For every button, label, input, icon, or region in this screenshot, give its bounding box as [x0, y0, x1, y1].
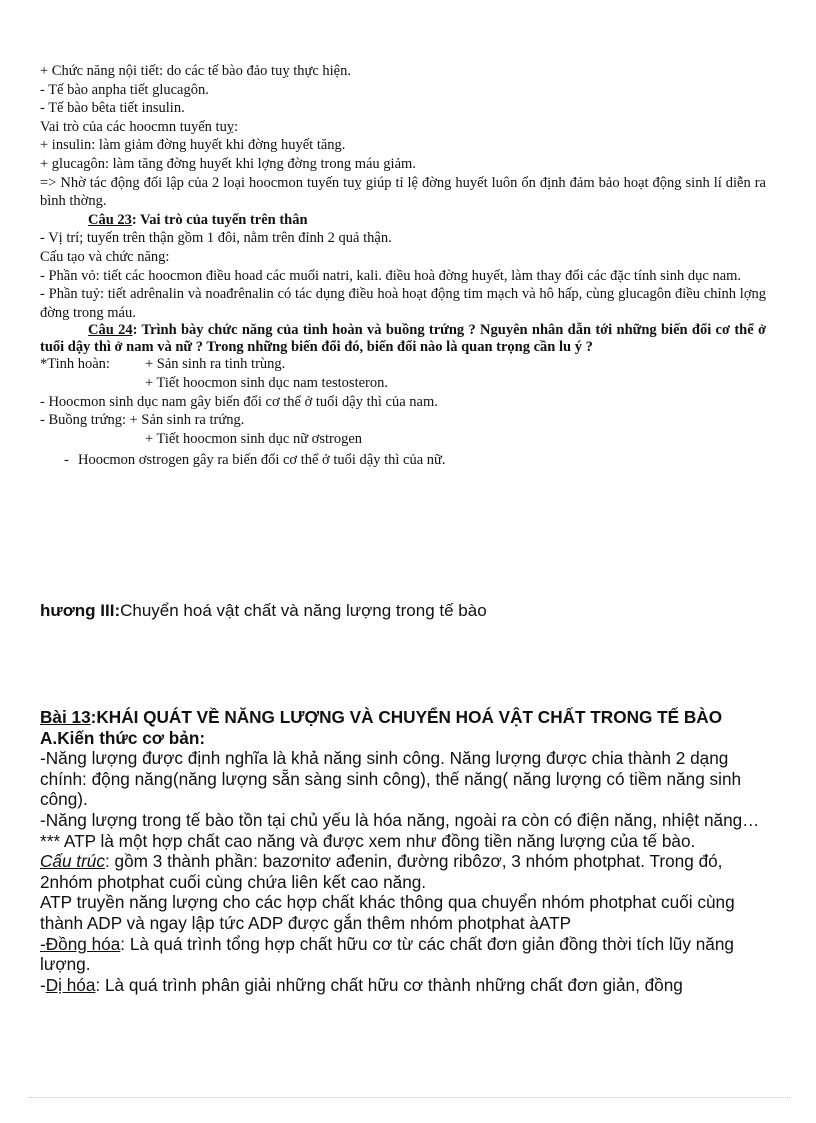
paragraph: -Năng lượng trong tế bào tồn tại chủ yếu là hóa năng, ngoài ra còn có điện năng, nhiệt năng…: [40, 809, 760, 830]
paragraph: -Năng lượng được định nghĩa là khả năng sinh công. Năng lượng được chia thành 2 dạng chính: động năng(năng lượng sẵn sàng sinh công), thế năng( năng lượng có tiềm năng sinh công).: [40, 748, 742, 810]
text-line: - Tế bào anpha tiết glucagôn.: [40, 81, 209, 98]
question-label: Câu 23: [88, 211, 132, 228]
text: Hoocmon ơstrogen gây ra biến đổi cơ thể ở tuổi dậy thì của nữ.: [78, 452, 446, 469]
text-line: + Chức năng nội tiết: do các tế bào đảo tuỵ thực hiện.: [40, 63, 351, 79]
text-line: + Tiết hoocmon sinh dục nữ ơstrogen: [145, 430, 363, 447]
subsection-heading: A.Kiến thức cơ bản:: [40, 727, 206, 748]
paragraph: - Phần tuỷ: tiết adrênalin và noađrênalin có tác dụng điều hoà hoạt động tim mạch và hô hấp, cùng glucagôn điều chỉnh lợng đờng trong máu.: [40, 286, 766, 321]
term-label: -Đồng hóa: [40, 933, 121, 954]
paragraph: [40, 975, 766, 996]
term-label: Cấu trúc: [40, 851, 105, 872]
label: *Tinh hoàn:: [40, 356, 110, 373]
question-23-heading: [40, 211, 766, 230]
paragraph: => Nhờ tác động đối lập của 2 loại hoocmon tuyến tuỵ giúp tỉ lệ đờng huyết luôn ổn định đảm bảo hoạt động sinh lí diễn ra bình thờng.: [40, 174, 766, 210]
paragraph: *** ATP là một hợp chất cao năng và được xem như đồng tiền năng lượng của tế bào.: [40, 830, 696, 851]
lesson-13-section: [40, 707, 766, 995]
text-line: - Buồng trứng: + Sản sinh ra trứng.: [40, 412, 245, 429]
text-line: [40, 355, 766, 374]
endocrine-section: [40, 62, 766, 470]
chapter-heading: [40, 601, 487, 621]
question-label: Câu 24: [88, 322, 133, 339]
lesson-title: [40, 707, 766, 728]
paragraph: - Phần vỏ: tiết các hoocmon điều hoad các muối natri, kali. điều hoà đờng huyết, làm thay đổi các đặc tính sinh dục nam.: [40, 267, 742, 284]
bullet-line: [40, 451, 766, 470]
text-line: - Hoocmon sinh dục nam gây biến đổi cơ thể ở tuổi dậy thì của nam.: [40, 393, 438, 410]
question-text: : Trình bày chức năng của tinh hoàn và buồng trứng ? Nguyên nhân dẫn tới những biến đổi cơ thể ở tuổi dậy thì ở nam và nữ ? Trong những biến đổi đó, biến đổi nào là quan trọng cần lu ý ?: [40, 322, 766, 355]
text: : gồm 3 thành phần: bazơnitơ ađenin, đường ribôzơ, 3 nhóm photphat. Trong đó, 2nhóm photphat cuối cùng chứa liên kết cao năng.: [40, 851, 723, 892]
text: + Sản sinh ra tinh trùng.: [145, 356, 286, 373]
chapter-title: Chuyển hoá vật chất và năng lượng trong tế bào: [120, 601, 487, 620]
bullet-dash: -: [64, 452, 69, 469]
lesson-label: Bài 13: [40, 707, 91, 727]
paragraph: [40, 934, 766, 975]
text-line: + Tiết hoocmon sinh dục nam testosteron.: [145, 374, 388, 391]
chapter-number: hương III:: [40, 601, 121, 620]
dash: -: [40, 974, 46, 995]
text-line: Vai trò của các hoocmn tuyến tuỵ:: [40, 118, 239, 135]
text: : Là quá trình phân giải những chất hữu cơ thành những chất đơn giản, đồng: [95, 974, 683, 995]
text-line: - Vị trí; tuyến trên thận gồm 1 đôi, nằm trên đỉnh 2 quả thận.: [40, 230, 392, 247]
lesson-title-text: :KHÁI QUÁT VỀ NĂNG LƯỢNG VÀ CHUYỂN HOÁ VẬT CHẤT TRONG TẾ BÀO: [90, 707, 723, 727]
page-bottom-divider: [28, 1097, 790, 1098]
question-text: : Vai trò của tuyến trên thân: [131, 211, 308, 228]
text-line: Cấu tạo và chức năng:: [40, 248, 170, 265]
text-line: - Tế bào bêta tiết insulin.: [40, 100, 185, 117]
text-line: + glucagôn: làm tăng đờng huyết khi lợng đờng trong máu giảm.: [40, 155, 416, 172]
term-label: Dị hóa: [45, 974, 96, 995]
question-24-heading: [40, 322, 766, 355]
text: : Là quá trình tổng hợp chất hữu cơ từ các chất đơn giản đồng thời tích lũy năng lượng.: [40, 933, 734, 975]
paragraph: ATP truyền năng lượng cho các hợp chất khác thông qua chuyển nhóm photphat cuối cùng thành ADP và ngay lập tức ADP được gắn thêm nhóm photphat àATP: [40, 892, 735, 933]
text-line: + insulin: làm giảm đờng huyết khi đờng huyết tăng.: [40, 137, 346, 154]
paragraph: [40, 851, 766, 892]
